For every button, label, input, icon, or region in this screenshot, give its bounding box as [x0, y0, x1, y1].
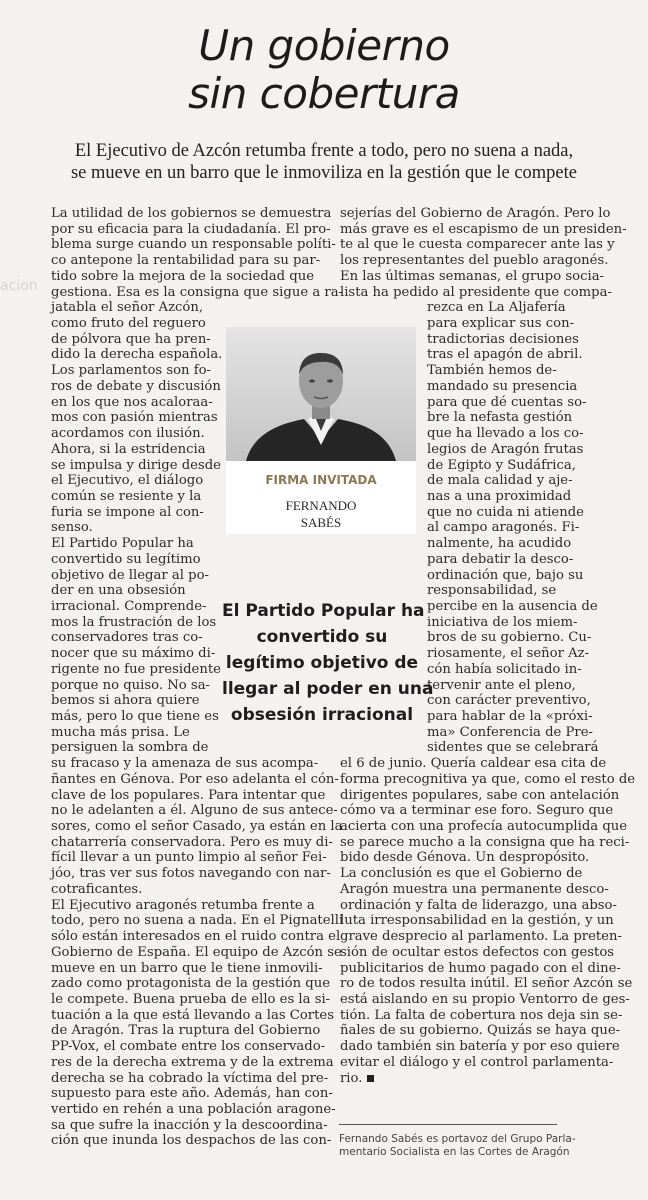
article-line: vertido en rehén a una población aragone-: [51, 1101, 336, 1117]
article-line: acierta con una profecía autocumplida que: [340, 819, 628, 835]
article-line: los representantes del pueblo aragonés.: [340, 253, 609, 269]
article-line: tido sobre la mejora de la sociedad que: [51, 268, 315, 284]
subheadline-line: El Ejecutivo de Azcón retumba frente a todo, pero no suena a nada,: [74, 141, 574, 161]
article-line: PP-Vox, el combate entre los conservado-: [51, 1039, 326, 1055]
article-line: de Aragón. Tras la ruptura del Gobierno: [51, 1023, 321, 1039]
article-line: mandado su presencia: [427, 378, 578, 394]
pull-quote: [222, 598, 434, 728]
article-line: zado como protagonista de la gestión que: [51, 976, 331, 992]
article-line: derecha se ha cobrado la víctima del pre-: [51, 1070, 329, 1086]
article-line: al campo aragonés. Fi-: [427, 520, 580, 536]
article-line: le compete. Buena prueba de ello es la si-: [51, 991, 331, 1007]
headline: [0, 22, 648, 118]
article-line: no le adelanten a él. Alguno de sus antece-: [51, 803, 338, 819]
article-line: más grave es el escapismo de un presiden-: [340, 221, 627, 237]
author-bio-line: mentario Socialista en las Cortes de Aragón: [339, 1146, 570, 1158]
byline-box: [226, 327, 416, 534]
author-bio-line: Fernando Sabés es portavoz del Grupo Parla-: [339, 1133, 576, 1145]
article-line: cómo va a terminar ese foro. Seguro que: [340, 803, 614, 819]
article-line: Ahora, si la estridencia: [51, 441, 206, 457]
article-line: ro de todos resulta inútil. El señor Azcón se: [340, 976, 633, 992]
article-line: chatarrería conservadora. Pero es muy di-: [51, 834, 333, 850]
article-line: cotraficantes.: [51, 881, 143, 897]
article-line: te al que le cuesta comparecer ante las y: [340, 237, 615, 253]
article-line: se impulsa y dirige desde: [51, 457, 221, 473]
article-line: La conclusión es que el Gobierno de: [340, 866, 583, 882]
article-line: lista ha pedido al presidente que compa-: [340, 284, 612, 300]
article-line: más, pero lo que tiene es: [51, 709, 219, 724]
headline-line: Un gobierno: [198, 21, 450, 70]
article-line: rigente no fue presidente: [51, 661, 221, 677]
article-line: objetivo de llegar al po-: [51, 567, 209, 583]
pull-quote-line: obsesión irracional: [230, 705, 414, 725]
article-line: jóo, tras ver sus fotos navegando con nar-: [51, 866, 331, 882]
pull-quote-line: legítimo objetivo de: [225, 653, 419, 673]
article-line: bros de su gobierno. Cu-: [427, 630, 592, 646]
article-line: común se resiente y la: [51, 488, 202, 504]
article-line: tradictorias decisiones: [427, 331, 579, 347]
article-line: iniciativa de los miem-: [427, 614, 578, 630]
article-line: sa que sufre la inacción y la descoordina-: [51, 1117, 328, 1133]
article-line: ordinación que, bajo su: [427, 567, 584, 583]
article-line: mucha más prisa. Le: [51, 724, 190, 740]
article-line: tión. La falta de cobertura nos deja sin se-: [340, 1007, 623, 1023]
headline-line: sin cobertura: [188, 69, 460, 118]
article-line: bemos si ahora quiere: [51, 693, 200, 709]
article-line: bido desde Génova. Un despropósito.: [340, 850, 590, 866]
article-line: sores, como el señor Casado, ya están en la: [51, 819, 343, 835]
article-line: nalmente, ha acudido: [427, 536, 572, 552]
article-line: Aragón muestra una permanente desco-: [340, 881, 609, 897]
article-line: para hablar de la «próxi-: [427, 709, 593, 724]
article-line: nas a una proximidad: [427, 488, 572, 504]
article-line: todo, pero no suena a nada. En el Pignatelli: [51, 913, 344, 929]
article-line: se parece mucho a la consigna que ha reci-: [340, 834, 630, 850]
article-line: mueve en un barro que le tiene inmovili-: [51, 960, 323, 976]
article-line: tras el apagón de abril.: [427, 347, 583, 363]
article-line: evitar el diálogo y el control parlamenta-: [340, 1054, 614, 1070]
article-line: der en una obsesión: [51, 583, 186, 599]
article-line: Los parlamentos son fo-: [51, 363, 212, 379]
article-line: ordinación y falta de liderazgo, una abso-: [340, 897, 617, 913]
subheadline: [0, 140, 648, 184]
article-line: en los que nos acaloraa-: [51, 394, 213, 410]
author-last-name: SABÉS: [300, 515, 342, 530]
article-line: dado también sin batería y por eso quiere: [340, 1039, 620, 1055]
article-line: rezca en La Aljafería: [427, 300, 566, 316]
article-line: sión de ocultar estos defectos con gestos: [340, 944, 615, 960]
article-line: tervenir ante el pleno,: [427, 677, 576, 693]
article-line: percibe en la ausencia de: [427, 598, 598, 614]
article-line: ción que inunda los despachos de las con-: [51, 1133, 332, 1149]
article-line: sidentes que se celebrará: [427, 740, 599, 756]
end-of-article-mark: [367, 1075, 374, 1082]
article-line: irracional. Comprende-: [51, 598, 207, 614]
author-name: [226, 497, 416, 531]
article-line: dido la derecha española.: [51, 347, 223, 363]
article-line: que ha llevado a los co-: [427, 426, 584, 442]
article-line: legios de Aragón frutas: [427, 441, 584, 457]
article-line: sejerías del Gobierno de Aragón. Pero lo: [340, 206, 611, 221]
article-line: res de la derecha extrema y de la extrema: [51, 1054, 334, 1070]
article-line: como fruto del reguero: [51, 316, 206, 332]
show-through-text: acion: [0, 278, 38, 294]
pull-quote-line: convertido su: [256, 627, 388, 647]
article-line: de Egipto y Sudáfrica,: [427, 457, 576, 473]
article-line: convertido su legítimo: [51, 551, 201, 567]
article-line: de mala calidad y aje-: [427, 473, 573, 489]
article-line: acordamos con ilusión.: [51, 426, 205, 442]
article-line: nocer que su máximo di-: [51, 646, 216, 662]
pull-quote-line: El Partido Popular ha: [222, 601, 425, 621]
article-line: por su eficacia para la ciudadanía. El pro-: [51, 221, 331, 237]
article-line: bre la nefasta gestión: [427, 410, 573, 426]
article-line: ma» Conferencia de Pre-: [427, 724, 593, 740]
article-line: rio.: [340, 1071, 602, 1087]
article-line: ñales de su gobierno. Quizás se haya que-: [340, 1023, 621, 1039]
article-line: conservadores tras co-: [51, 630, 203, 646]
article-line: jatabla el señor Azcón,: [51, 300, 204, 316]
article-line: supuesto para este año. Además, han con-: [51, 1086, 333, 1102]
article-line: de pólvora que ha pren-: [51, 331, 211, 347]
article-line: Gobierno de España. El equipo de Azcón se: [51, 944, 342, 960]
article-line: sólo están interesados en el ruido contra el: [51, 929, 341, 945]
article-line: co antepone la rentabilidad para su par-: [51, 253, 321, 269]
article-line: publicitarios de humo pagado con el dine-: [340, 960, 621, 976]
article-line: ñantes en Génova. Por eso adelanta el cón-: [51, 771, 339, 787]
author-first-name: FERNANDO: [285, 498, 357, 513]
author-bio: [339, 1133, 576, 1159]
pull-quote-line: llegar al poder en una: [222, 679, 434, 699]
article-line: el Ejecutivo, el diálogo: [51, 473, 204, 489]
byline-label: FIRMA INVITADA: [265, 473, 377, 487]
article-line: dirigentes populares, sabe con antelación: [340, 787, 620, 803]
article-line: mos la frustración de los: [51, 614, 217, 630]
article-line: La utilidad de los gobiernos se demuestra: [51, 206, 332, 221]
article-line: cón había solicitado in-: [427, 661, 582, 677]
article-line: furia se impone al con-: [51, 504, 204, 520]
article-line: luta irresponsabilidad en la gestión, y un: [340, 913, 614, 929]
article-line: está aislando en su propio Ventorro de ges-: [340, 991, 630, 1007]
article-line: mos con pasión mientras: [51, 410, 218, 426]
article-line: El Ejecutivo aragonés retumba frente a: [51, 897, 315, 913]
article-line: para que dé cuentas so-: [427, 394, 587, 410]
bio-divider: [339, 1124, 557, 1125]
article-line: ros de debate y discusión: [51, 378, 221, 394]
article-line: porque no quiso. No sa-: [51, 677, 211, 693]
article-line: para debatir la desco-: [427, 551, 574, 567]
article-line: el 6 de junio. Quería caldear esa cita de: [340, 756, 607, 772]
article-line: grave desprecio al parlamento. La preten-: [340, 929, 622, 945]
article-line: En las últimas semanas, el grupo socia-: [340, 268, 605, 284]
article-line: su fracaso y la amenaza de sus acompa-: [51, 756, 319, 772]
subheadline-line: se mueve en un barro que le inmoviliza en la gestión que le compete: [70, 163, 577, 183]
article-line: clave de los populares. Para intentar que: [51, 787, 326, 803]
article-line: forma precognitiva ya que, como el resto de: [340, 771, 636, 787]
article-line: tuación a la que está llevando a las Cortes: [51, 1007, 334, 1023]
article-line: blema surge cuando un responsable políti-: [51, 237, 336, 253]
author-photo: [226, 327, 416, 461]
article-line: para explicar sus con-: [427, 316, 575, 332]
article-line: con carácter preventivo,: [427, 693, 591, 709]
article-line: responsabilidad, se: [427, 583, 557, 599]
article-line: gestiona. Esa es la consigna que sigue a ra-: [51, 284, 344, 300]
article-line: senso.: [51, 520, 93, 536]
article-line: riosamente, el señor Az-: [427, 646, 590, 662]
article-line: persiguen la sombra de: [51, 740, 209, 756]
article-line: que no cuida ni atiende: [427, 504, 584, 520]
article-line: fícil llevar a un punto limpio al señor Fei-: [51, 850, 327, 866]
article-line: También hemos de-: [427, 363, 557, 379]
article-line: El Partido Popular ha: [51, 536, 194, 552]
